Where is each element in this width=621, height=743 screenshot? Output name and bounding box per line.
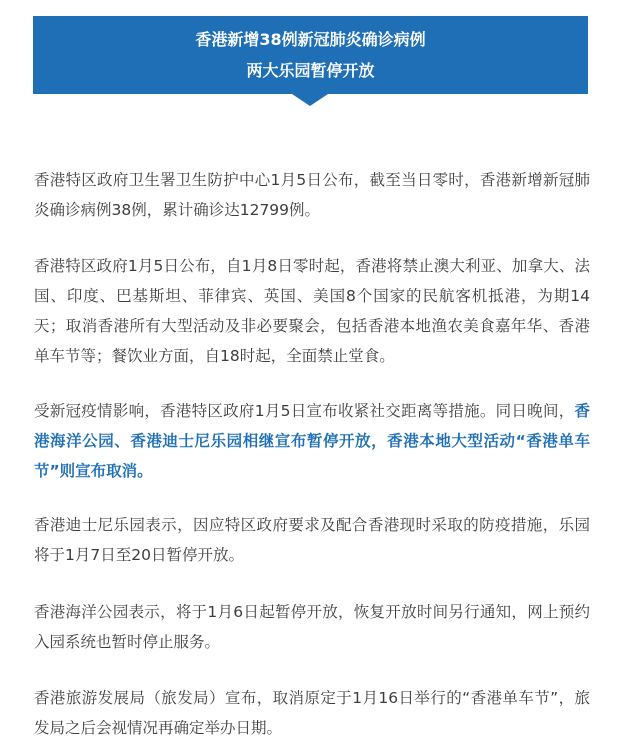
paragraph-5: 香港海洋公园表示，将于1月6日起暂停开放，恢复开放时间另行通知，网上预约入园系统也暂时停止服务。	[34, 602, 590, 651]
paragraph-1: 香港特区政府卫生署卫生防护中心1月5日公布，截至当日零时，香港新增新冠肺炎确诊病例38例，累计确诊达12799例。	[34, 170, 590, 219]
headline-line-2: 两大乐园暂停开放	[246, 61, 375, 80]
headline-line-1: 香港新增38例新冠肺炎确诊病例	[195, 30, 426, 49]
banner-pointer	[292, 94, 328, 106]
headline-banner	[33, 16, 588, 94]
paragraph-6: 香港旅游发展局（旅发局）宣布，取消原定于1月16日举行的“香港单车节”，旅发局之后会视情况再确定举办日期。	[34, 688, 590, 737]
paragraph-4: 香港迪士尼乐园表示，因应特区政府要求及配合香港现时采取的防疫措施，乐园将于1月7日至20日暂停开放。	[34, 515, 590, 564]
paragraph-3-text: 受新冠疫情影响，香港特区政府1月5日宣布收紧社交距离等措施。同日晚间，	[34, 401, 575, 420]
paragraph-3	[34, 396, 590, 486]
paragraph-3-highlight: 香港海洋公园、香港迪士尼乐园相继宣布暂停开放，香港本地大型活动“香港单车节”则宣布取消。	[34, 401, 590, 480]
paragraph-2: 香港特区政府1月5日公布，自1月8日零时起，香港将禁止澳大利亚、加拿大、法国、印度、巴基斯坦、菲律宾、英国、美国8个国家的民航客机抵港，为期14天；取消香港所有大型活动及非必要聚会，包括香港本地渔农美食嘉年华、香港单车节等；餐饮业方面，自18时起，全面禁止堂食。	[34, 256, 590, 365]
